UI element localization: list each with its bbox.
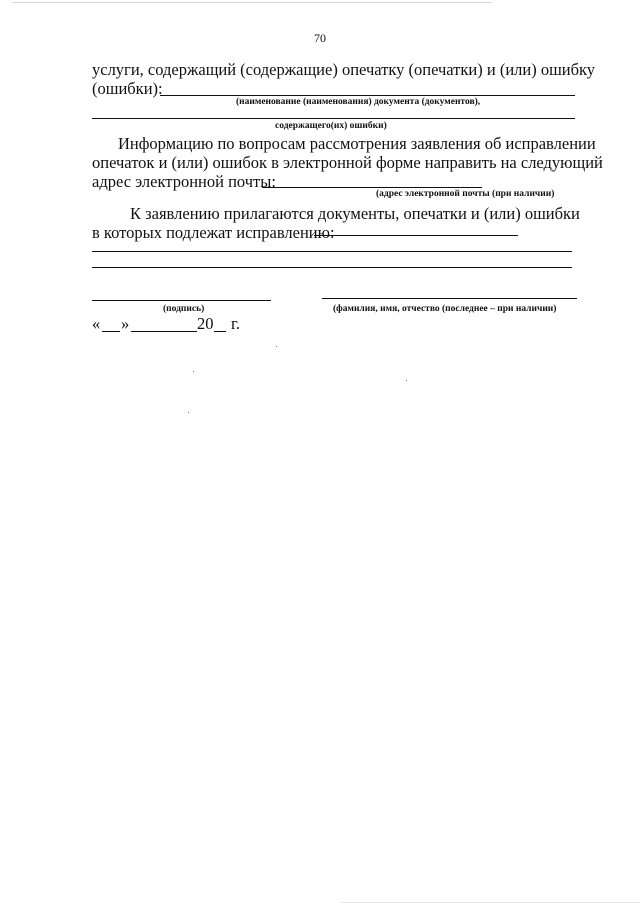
signature-fill-line (92, 300, 271, 301)
attachments-fill-line-3 (92, 267, 572, 268)
para2-line3: адрес электронной почты: (92, 172, 276, 191)
page-number: 70 (314, 31, 326, 45)
para3-line2: в которых подлежат исправлению: (92, 223, 335, 242)
scan-speck (276, 346, 277, 347)
date-close-quote: » (121, 314, 130, 333)
email-caption: (адрес электронной почты (при наличии) (376, 189, 555, 199)
para2-line2: опечаток и (или) ошибок в электронной форме направить на следующий (92, 153, 603, 172)
document-name-fill-line (160, 95, 575, 96)
signature-caption: (подпись) (163, 304, 205, 314)
date-open-quote: « (92, 314, 101, 333)
scan-edge-top (12, 2, 492, 3)
date-year-fill-line (214, 331, 226, 332)
attachments-fill-line-2 (92, 251, 572, 252)
errors-caption: содержащего(их) ошибки) (275, 121, 387, 131)
para2-line1: Информацию по вопросам рассмотрения заявления об исправлении (118, 134, 596, 153)
date-year-suffix: г. (231, 314, 241, 333)
document-name-caption: (наименование (наименования) документа (документов), (236, 97, 481, 107)
scan-speck (188, 412, 189, 413)
date-year-prefix: 20 (197, 314, 214, 333)
date-month-fill-line (131, 331, 197, 332)
full-name-fill-line (322, 298, 577, 299)
scan-speck (193, 371, 194, 372)
document-name-fill-line-2 (92, 118, 575, 119)
email-fill-line (262, 187, 482, 188)
date-day-fill-line (102, 331, 120, 332)
para1-line2: (ошибки): (92, 79, 163, 98)
full-name-caption: (фамилия, имя, отчество (последнее – при наличии) (333, 304, 557, 314)
attachments-fill-line (314, 235, 518, 236)
scan-edge-bottom (340, 902, 640, 903)
para3-line1: К заявлению прилагаются документы, опечатки и (или) ошибки (130, 204, 580, 223)
para1-line1: услуги, содержащий (содержащие) опечатку (опечатки) и (или) ошибку (92, 60, 596, 79)
scan-speck (406, 380, 407, 381)
